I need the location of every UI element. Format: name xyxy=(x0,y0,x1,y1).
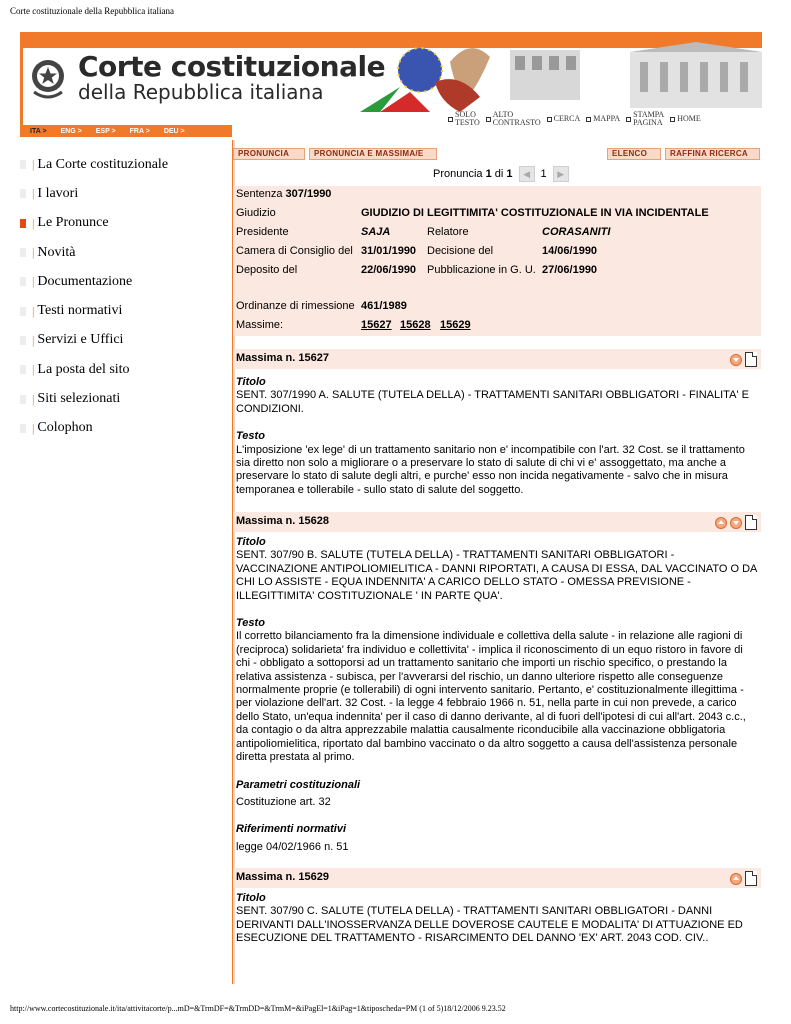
info-row-massime xyxy=(233,317,761,336)
massima-link-15629[interactable]: 15629 xyxy=(440,319,471,331)
massima-heading: Massima n. 15629 xyxy=(236,871,329,883)
pubblicazione-value: 27/06/1990 xyxy=(542,264,598,276)
sidebar-item-testi-normativi[interactable]: | Testi normativi xyxy=(20,296,225,325)
print-footer-url: http://www.cortecostituzionale.it/ita/attivitacorte/p...mD=&TrmDF=&TrmDD=&TrmM=&iPagEl=1&iPag=1&tiposcheda=PM (1 of 5)18/12/2006 9.23.52 xyxy=(10,1004,506,1013)
tab-elenco[interactable]: ELENCO xyxy=(607,148,661,160)
massima-header xyxy=(233,349,761,369)
util-alto-contrasto[interactable]: ALTO CONTRASTO xyxy=(486,111,541,127)
bullet-icon xyxy=(20,424,26,433)
massima-header xyxy=(233,512,761,532)
sidebar-item-pronunce[interactable]: | Le Pronunce xyxy=(20,209,225,238)
scroll-up-icon[interactable] xyxy=(730,873,742,885)
banner-artwork xyxy=(340,42,762,112)
sidebar-item-corte[interactable]: | La Corte costituzionale xyxy=(20,150,225,179)
bullet-icon xyxy=(20,277,26,286)
tab-raffina-ricerca[interactable]: RAFFINA RICERCA xyxy=(665,148,760,160)
titolo-heading: Titolo xyxy=(236,892,266,904)
bullet-icon xyxy=(20,248,26,257)
util-mappa[interactable]: MAPPA xyxy=(586,115,620,123)
massima-riferimenti: legge 04/02/1966 n. 51 xyxy=(236,840,349,853)
decisione-label: Decisione del xyxy=(427,245,494,257)
relatore-label: Relatore xyxy=(427,226,469,238)
titolo-heading: Titolo xyxy=(236,536,266,548)
titolo-heading: Titolo xyxy=(236,376,266,388)
sidebar-item-label: Documentazione xyxy=(37,273,133,289)
giudizio-value: GIUDIZIO DI LEGITTIMITA' COSTITUZIONALE IN VIA INCIDENTALE xyxy=(361,207,709,219)
page-number[interactable]: 1 xyxy=(540,168,547,180)
giudizio-label: Giudizio xyxy=(236,207,276,219)
ordinanze-value: 461/1989 xyxy=(361,300,407,312)
sidebar-item-siti[interactable]: | Siti selezionati xyxy=(20,384,225,413)
massima-titolo: SENT. 307/90 B. SALUTE (TUTELA DELLA) - TRATTAMENTI SANITARI OBBLIGATORI - VACCINAZIONE ANTIPOLIOMIELITICA - DANNI RIPORTATI, A CAUSA DI ESSA, DAL VACCINATO O DA CHI LO ASSISTE - EQUA INDENNITA' A CARICO DELLO STATO - OMESSA PREVISIONE - ILLEGITTIMITA' COSTITUZIONALE ' IN PARTE QUA'. xyxy=(236,549,757,602)
bullet-icon xyxy=(20,219,26,228)
scroll-down-icon[interactable] xyxy=(730,354,742,366)
testo-heading: Testo xyxy=(236,617,265,630)
pager-text: Pronuncia 1 di 1 xyxy=(433,168,513,180)
massima-body xyxy=(236,376,758,497)
scroll-up-icon[interactable] xyxy=(715,517,727,529)
bullet-icon xyxy=(20,189,26,198)
info-row-presidente xyxy=(233,224,761,243)
sidebar-item-label: La posta del sito xyxy=(37,361,130,377)
sidebar-nav xyxy=(20,150,225,443)
utility-nav xyxy=(448,110,701,128)
massima-parametri: Costituzione art. 32 xyxy=(236,795,331,808)
checkbox-icon xyxy=(586,117,591,122)
relatore-value: CORASANITI xyxy=(542,226,611,238)
info-row-spacer xyxy=(233,281,761,298)
massima-testo: L'imposizione 'ex lege' di un trattamento sanitario non e' incompatibile con l'art. 32 Cost. se il trattamento sia diretto non solo a migliorare o a preservare lo stato di salute di chi vi e' assoggettato, ma anche a preservare lo stato di salute degli altri, e purche' esso non incida negativamente - salvo che in misura temporanea e tollerabile - sullo stato di salute del soggetto. xyxy=(236,443,745,496)
sidebar-item-label: Le Pronunce xyxy=(37,215,109,231)
next-page-button[interactable]: ▶ xyxy=(553,166,569,182)
scroll-down-icon[interactable] xyxy=(730,517,742,529)
pager xyxy=(433,166,569,182)
checkbox-icon xyxy=(486,117,491,122)
decisione-value: 14/06/1990 xyxy=(542,245,598,257)
lang-esp[interactable]: ESP > xyxy=(95,127,116,135)
sidebar-item-servizi[interactable]: | Servizi e Uffici xyxy=(20,326,225,355)
site-banner xyxy=(20,32,762,139)
sidebar-item-label: Novità xyxy=(37,244,76,260)
sidebar-item-label: Testi normativi xyxy=(37,303,123,319)
util-solo-testo[interactable]: SOLO TESTO xyxy=(448,111,480,127)
util-cerca[interactable]: CERCA xyxy=(547,115,581,123)
util-home[interactable]: HOME xyxy=(670,115,701,123)
presidente-label: Presidente xyxy=(236,226,289,238)
site-subtitle: della Repubblica italiana xyxy=(78,80,324,104)
riferimenti-heading: Riferimenti normativi xyxy=(236,823,347,836)
info-row-camera xyxy=(233,243,761,262)
massima-titolo: SENT. 307/90 C. SALUTE (TUTELA DELLA) - TRATTAMENTI SANITARI OBBLIGATORI - DANNI DERIVANTI DALL'INOSSERVANZA DELLE DOVEROSE CAUTELE E MODALITA' DI ATTUAZIONE ED ESECUZIONE DEL TRATTAMENTO - RISARCIMENTO DEL DANNO 'EX' ART. 2043 COD. CIV.. xyxy=(236,905,743,945)
info-row-giudizio xyxy=(233,205,761,224)
checkbox-icon xyxy=(547,117,552,122)
republic-emblem-icon xyxy=(28,52,68,104)
sidebar-item-novita[interactable]: | Novità xyxy=(20,238,225,267)
bullet-icon xyxy=(20,160,26,169)
tab-bar xyxy=(233,146,761,161)
massima-testo: Il corretto bilanciamento fra la dimensione individuale e collettiva della salute - in relazione alle ragioni di (reciproca) solidarieta' fra individuo e collettivita' - implica il riconoscimento di un equo ristoro in favore di chi - obbligato a sottoporsi ad un trattamento sanitario che importi un rischio specifico, o prestando la relativa assistenza - subisca, per l'avverarsi del rischio, un danno ulteriore rispetto alle conseguenze normalmente proprie (e tollerabili) di ogni intervento sanitario. Pertanto, e' costituzionalmente illegittima - per violazione dell'art. 32 Cost. - la legge 4 febbraio 1966 n. 51, nella parte in cui non prevede, a carico dello Stato, un'equa indennita' per il caso di danno derivante, al di fuori dell'ipotesi di cui all'art. 2043 c.c., da contagio o da altra apprezzabile malattia causalmente riconducibile alla vaccinazione obbligatoria antipoliomielitica, riportato dal bambino vaccinato o da altro soggetto a causa dell'assistenza personale diretta prestata al primo. xyxy=(236,630,746,764)
sidebar-item-label: Siti selezionati xyxy=(37,391,121,407)
deposito-value: 22/06/1990 xyxy=(361,264,417,276)
presidente-value: SAJA xyxy=(361,226,391,238)
banner-left-bar xyxy=(20,48,23,128)
lang-ita[interactable]: ITA > xyxy=(30,127,47,135)
bullet-icon xyxy=(20,307,26,316)
sidebar-item-lavori[interactable]: | I lavori xyxy=(20,179,225,208)
lang-eng[interactable]: ENG > xyxy=(60,127,82,135)
massima-body xyxy=(236,536,758,854)
main-content xyxy=(233,146,761,945)
sidebar-item-label: Servizi e Uffici xyxy=(37,332,124,348)
massime-label: Massime: xyxy=(236,319,284,331)
massima-link-15627[interactable]: 15627 xyxy=(361,319,392,331)
lang-deu[interactable]: DEU > xyxy=(163,127,185,135)
massima-link-15628[interactable]: 15628 xyxy=(400,319,431,331)
sidebar-item-posta[interactable]: | La posta del sito xyxy=(20,355,225,384)
print-header-title: Corte costituzionale della Repubblica italiana xyxy=(10,6,174,16)
lang-fra[interactable]: FRA > xyxy=(129,127,150,135)
sidebar-item-label: I lavori xyxy=(37,185,79,201)
site-title: Corte costituzionale xyxy=(78,50,386,83)
info-row-sentenza xyxy=(233,186,761,205)
sidebar-item-documentazione[interactable]: | Documentazione xyxy=(20,267,225,296)
bullet-icon xyxy=(20,395,26,404)
info-row-ordinanze xyxy=(233,298,761,317)
massima-body xyxy=(236,892,758,946)
language-bar xyxy=(20,125,232,137)
massima-titolo: SENT. 307/1990 A. SALUTE (TUTELA DELLA) - TRATTAMENTI SANITARI OBBLIGATORI - FINALITA' E CONDIZIONI. xyxy=(236,389,749,415)
camera-value: 31/01/1990 xyxy=(361,245,417,257)
info-row-deposito xyxy=(233,262,761,281)
deposito-label: Deposito del xyxy=(236,264,298,276)
sidebar-item-label: Colophon xyxy=(37,420,93,436)
checkbox-icon xyxy=(448,117,453,122)
prev-page-button[interactable]: ◀ xyxy=(519,166,535,182)
bullet-icon xyxy=(20,365,26,374)
ordinanze-label: Ordinanze di rimessione xyxy=(236,300,355,312)
document-icon[interactable] xyxy=(745,871,757,886)
testo-heading: Testo xyxy=(236,430,265,443)
checkbox-icon xyxy=(670,117,675,122)
tab-pronuncia[interactable]: PRONUNCIA xyxy=(233,148,305,160)
util-stampa-pagina[interactable]: STAMPA PAGINA xyxy=(626,111,664,127)
camera-label: Camera di Consiglio del xyxy=(236,245,353,257)
bullet-icon xyxy=(20,336,26,345)
tab-pronuncia-massima[interactable]: PRONUNCIA E MASSIMA/E xyxy=(309,148,437,160)
sidebar-item-label: La Corte costituzionale xyxy=(37,156,169,172)
massima-heading: Massima n. 15628 xyxy=(236,515,329,527)
massima-header xyxy=(233,868,761,888)
sidebar-item-colophon[interactable]: | Colophon xyxy=(20,414,225,443)
document-icon[interactable] xyxy=(745,515,757,530)
pubblicazione-label: Pubblicazione in G. U. xyxy=(427,264,536,276)
checkbox-icon xyxy=(626,117,631,122)
sentenza-text: Sentenza 307/1990 xyxy=(236,188,332,200)
document-icon[interactable] xyxy=(745,352,757,367)
massima-heading: Massima n. 15627 xyxy=(236,352,329,364)
parametri-heading: Parametri costituzionali xyxy=(236,778,361,791)
